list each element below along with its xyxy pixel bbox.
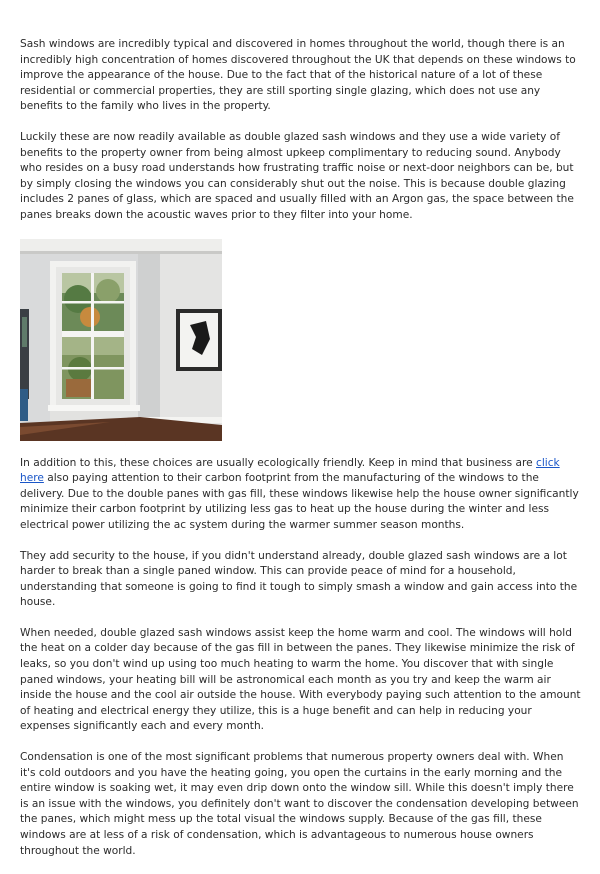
sash-window-room-photo (20, 239, 222, 441)
click-here-link[interactable]: click here (20, 456, 560, 485)
paragraph-3-text-start: In addition to this, these choices are usually ecologically friendly. Keep in mind that business are (20, 456, 536, 469)
article-body (20, 37, 582, 874)
paragraph-2: Luckily these are now readily available as double glazed sash windows and they use a wide variety of benefits to the property owner from being almost upkeep complimentary to reducing sound. Anybody who resides on a busy road understands how frustrating traffic noise or next-door neighbors can be, but by simply closing the windows you can considerably shut out the noise. This is because double glazing includes 2 panes of glass, which are spaced and usually filled with an Argon gas, the space between the panes breaks down the acoustic waves prior to they filter into your home. (20, 130, 574, 221)
paragraph-5: When needed, double glazed sash windows assist keep the home warm and cool. The windows will hold the heat on a colder day because of the gas fill in between the panes. They likewise minimize the risk of leaks, so you don't wind up using too much heating to warm the home. You discover that with single paned windows, your heating bill will be astronomical each month as you try and keep the warm air inside the house and the cool air outside the house. With everybody paying such attention to the amount of heating and electrical energy they utilize, this is a huge benefit and can help in reducing your expenses significantly each and every month. (20, 626, 581, 733)
paragraph-4: They add security to the house, if you didn't understand already, double glazed sash windows are a lot harder to break than a single paned window. This can provide peace of mind for a household, understanding that someone is going to find it tough to simply smash a window and gain access into the house. (20, 549, 578, 609)
paragraph-6: Condensation is one of the most significant problems that numerous property owners deal with. When it's cold outdoors and you have the heating going, you open the curtains in the early morning and the entire window is soaking wet, it may even drip down onto the window sill. While this doesn't imply there is an issue with the windows, you definitely don't want to discover the condensation developing between the panes, which might mess up the total visual the windows supply. Because of the gas fill, these windows are at less of a risk of condensation, which is advantageous to numerous house owners throughout the world. (20, 751, 579, 857)
paragraph-3 (20, 456, 582, 534)
paragraph-3-text-end: also paying attention to their carbon footprint from the manufacturing of the windows to the delivery. Due to the double panes with gas fill, these windows likewise help the house owner significantly minimize their carbon footprint by utilizing less gas to heat up the house during the winter and less electrical power utilizing the ac system during the warmer summer season months. (20, 472, 579, 531)
paragraph-1: Sash windows are incredibly typical and discovered in homes throughout the world, though there is an incredibly high concentration of homes discovered throughout the UK that depends on these windows to improve the appearance of the house. Due to the fact that of the historical nature of a lot of these residential or commercial properties, they are still sporting single glazing, which does not use any benefits to the family who lives in the property. (20, 38, 576, 113)
